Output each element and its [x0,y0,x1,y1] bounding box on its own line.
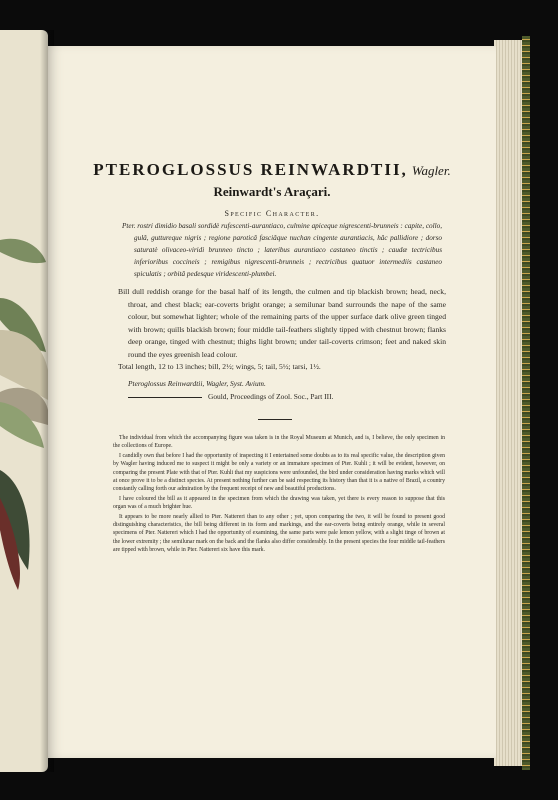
english-description: Bill dull reddish orange for the basal half of its length, the culmen and tip blackish brown; head, neck, throat, and chest black; ear-coverts bright orange; a semilunar band surrounds the nape of the same colour, but somewhat lighter; whole of the remaining parts of the upper surface dark olive green tinged with brown; quills blackish brown; four middle tail-feathers slightly tipped with chestnut brown; flanks deep orange, tinged with chestnut; thighs light brown; under tail-coverts crimson; feet and naked skin round the eyes greenish lead colour. [118,287,446,359]
reference-gould-line [128,392,333,401]
narrative-paragraph: It appears to be more nearly allied to Pter. Nattereri than to any other ; yet, upon comparing the two, it will be found to present good distinguishing characteristics, the bill being different in its form and markings, and the ear-coverts being entirely orange, while in several specimens of Pter. Nattereri which I had the opportunity of examining, the same parts were pale lemon yellow, with a slight tinge of brown at the lower extremity ; the semilunar mark on the back and the flanks also differ considerably. In the present species the four middle tail-feathers are tipped with brown, while in Pter. Nattereri six have this mark. [113,513,445,554]
section-divider [258,419,292,420]
latin-description: Pter. rostri dimidio basali sordidè rufescenti-aurantiaco, culmine apiceque nigrescenti-brunneis : capite, collo, gulâ, guttureque nigris ; regione paroticâ fasciâque nuchan cingente aurantiacis, hâc pallidiore ; dorso saturatè olivaceo-viridi brunneo tincto ; lateribus aurantiaco castaneo tinctis ; caudæ tectricibus inferioribus coccineis ; remigibus nigrescenti-brunneis ; rectricibus quatuor intermediis castaneo spiculatis ; orbitâ pedesque viridescenti-plumbei. [122,222,442,278]
reference-dash [128,397,202,398]
book-cover-edge [522,36,530,770]
measurements: Total length, 12 to 13 inches; bill, 2½; wings, 5; tail, 5½; tarsi, 1½. [118,362,321,371]
species-title-text: PTEROGLOSSUS REINWARDTII, [93,160,408,179]
english-description-block [118,286,446,374]
specific-character-heading: Specific Character. [224,209,320,218]
reference-wagler: Pteroglossus Reinwardtii, Wagler, Syst. Avium. [128,379,266,388]
species-title [48,160,496,180]
narrative-paragraph: The individual from which the accompanying figure was taken is in the Royal Museum at Munich, and is, I believe, the only specimen in the collections of Europe. [113,435,445,450]
common-name: Reinwardt's Araçari. [213,184,331,199]
page-edges [494,40,524,766]
narrative-paragraph: I have coloured the bill as it appeared in the specimen from which the drawing was taken, yet there is every reason to suppose that this organ was of a much brighter hue. [113,495,445,511]
reference-gould: Gould, Proceedings of Zool. Soc., Part III. [208,392,334,401]
species-title-author: Wagler. [411,163,451,178]
narrative-text [113,434,445,556]
narrative-paragraph: I candidly own that before I had the opportunity of inspecting it I entertained some doubts as to its real specific value, the description given by Wagler having induced me to suspect it might be only a variety or an immature specimen of Pter. Kuhli ; it will be evident, however, on comparing the present Plate with that of Pter. Kuhli that my suspicions were unfounded, the bird under consideration having marks which will at once prove it to be a distinct species. At present nothing further can be said respecting its history than that it is a native of Brazil, a country constantly calling forth our admiration by the frequent receipt of new and beautiful productions. [113,452,445,493]
text-page [48,46,496,758]
